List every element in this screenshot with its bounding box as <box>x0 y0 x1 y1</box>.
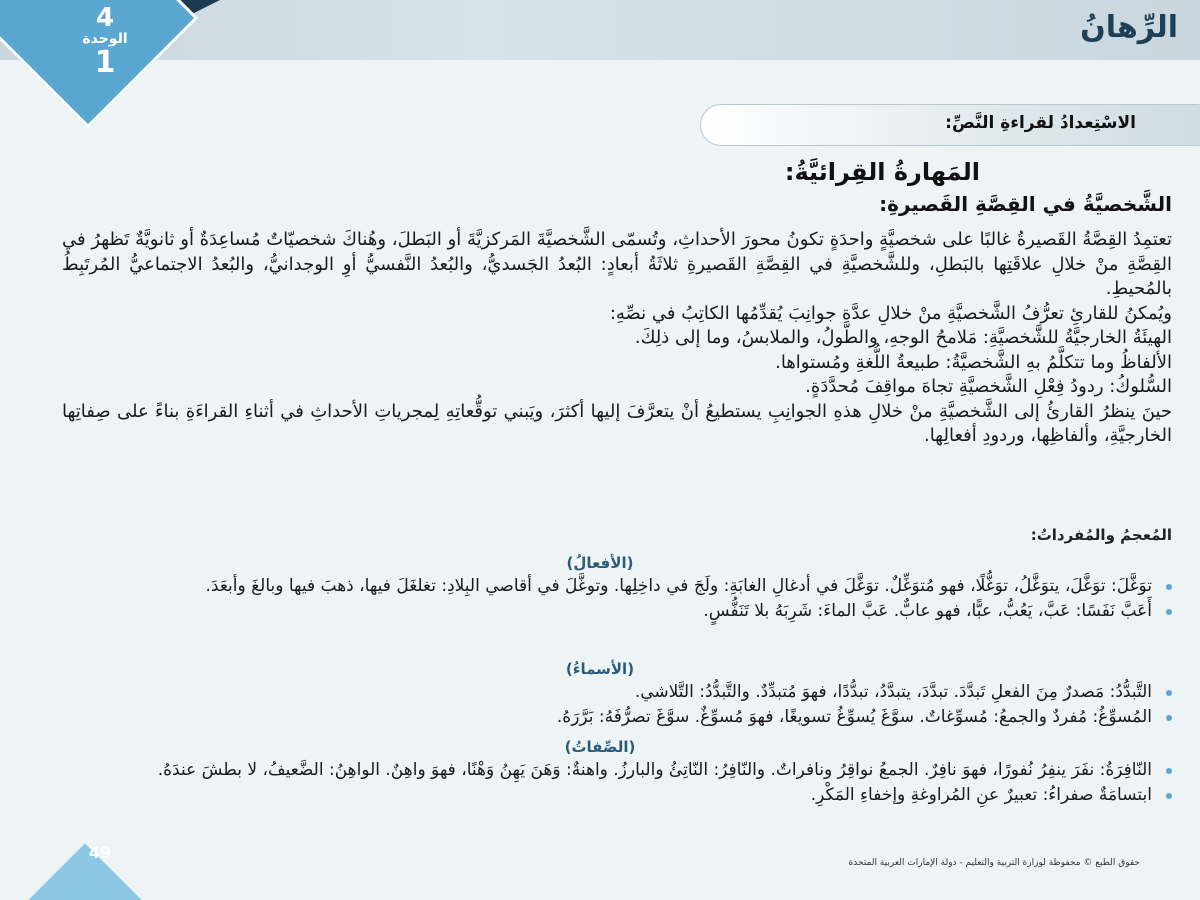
section-label: الاسْتِعدادُ لقراءةِ النَّصِّ: <box>945 113 1136 133</box>
paragraph: الألفاظُ وما تتكلَّمُ بهِ الشَّخصيَّةُ: طبيعةُ اللُّغةِ ومُستواها. <box>775 351 1172 373</box>
category-verbs: (الأفعالُ) <box>566 554 634 572</box>
skill-subheading: الشَّخصيَّةُ في القِصَّةِ القَصيرةِ: <box>879 192 1172 216</box>
entry-text: ابتسامَةٌ صفراءُ: تعبيرٌ عنِ المُراوغةِ وإخفاءِ المَكْرِ. <box>810 785 1152 805</box>
skill-body <box>62 228 1172 449</box>
list-item <box>52 576 1172 597</box>
page-title: الرِّهانُ <box>1080 10 1178 45</box>
bullet-icon <box>1166 609 1172 615</box>
entry-text: توَغَّلَ: توَغَّلَ، يتوَغَّلُ، توَغُّلًا، فهو مُتوَغِّلٌ. توَغَّلَ في أدغالِ الغابَةِ: ولَجَ في داخِلِها. وتوغَّلَ في أقاصي البِلادِ: تغلغَلَ فيها، ذهبَ فيها وبالغَ وأبعَدَ. <box>205 576 1152 596</box>
paragraph: السُّلوكُ: ردودُ فِعْلِ الشَّخصيَّةِ تجاهَ مواقِفَ مُحدَّدَةٍ. <box>805 376 1172 397</box>
unit-sub-number: 1 <box>94 45 116 80</box>
unit-badge-text <box>60 3 150 80</box>
bullet-icon <box>1166 793 1172 799</box>
list-item <box>52 707 1172 728</box>
bullet-icon <box>1166 690 1172 696</box>
bullet-icon <box>1166 768 1172 774</box>
paragraph: الهيئَةُ الخارجيَّةُ للشَّخصيَّةِ: مَلامحُ الوجهِ، والطّولُ، والملابسُ، وما إلى ذلِكَ. <box>634 327 1172 348</box>
paragraph: ويُمكنُ للقارئِ تعرُّفُ الشَّخصيَّةِ منْ خلالِ عدَّةِ جوانِبَ يُقدِّمُها الكاتِبُ في نصِّهِ: <box>609 302 1172 324</box>
entry-text: أَعَبَّ نَفَسًا: عَبَّ، يَعُبُّ، عبًّا، فهو عابٌّ. عَبَّ الماءَ: شَرِبَهُ بلا تَنَفُّسٍ. <box>703 601 1152 621</box>
paragraph: تعتمِدُ القِصَّةُ القَصيرةُ غالبًا على شخصيَّةٍ واحدَةٍ تكونُ محورَ الأحداثِ، وتُسمّى الشَّخصيَّةَ المَركزيَّةَ أو البَطلَ، وهُناكَ شخصيّاتٌ مُساعِدَةٌ أو ثانويَّةٌ تَظهرُ في القِصَّةِ منْ خلالِ علاقَتِها بالبَطلِ، وللشَّخصيَّةِ في القِصَّةِ القَصيرةِ ثلاثَةُ أبعادٍ: البُعدُ الجَسديُّ، والبُعدُ النَّفسيُّ أوِ الوجدانيُّ، والبُعدُ الاجتماعيُّ المُرتَبِطُ بالمُحيطِ. <box>62 229 1172 299</box>
verbs-list <box>52 576 1172 626</box>
page-number: 49 <box>88 843 112 862</box>
vocab-title: المُعجمُ والمُفرداتُ: <box>1030 526 1172 544</box>
category-adjectives: (الصِّفاتُ) <box>564 738 636 756</box>
entry-text: التَّبدُّدُ: مَصدرٌ مِنَ الفعلِ تَبدَّدَ. تبدَّدَ، يتبدَّدُ، تبدُّدًا، فهوَ مُتبدِّدٌ. والتَّبدُّدُ: التَّلاشي. <box>634 682 1152 702</box>
list-item <box>52 601 1172 622</box>
copyright-footer: حقوق الطبع © محفوظة لوزارة التربية والتعليم - دولة الإمارات العربية المتحدة <box>848 858 1140 868</box>
paragraph: حينَ ينظرُ القارئُ إلى الشَّخصيَّةِ منْ خلالِ هذهِ الجوانِبِ يستطيعُ أنْ يتعرَّفَ إليها أكثرَ، ويَبني توقُّعاتِهِ لِمجرياتِ الأحداثِ في أثناءِ القراءَةِ بناءً على صِفاتِها الخارجيَّةِ، وألفاظِها، وردودِ أفعالِها. <box>62 400 1172 446</box>
bullet-icon <box>1166 715 1172 721</box>
section-banner <box>700 104 1200 146</box>
bullet-icon <box>1166 584 1172 590</box>
list-item <box>52 785 1172 806</box>
entry-text: المُسوِّغُ: مُفردٌ والجمعُ: مُسوِّغاتٌ. سوَّغَ يُسوِّغُ تسويغًا، فهوَ مُسوِّغٌ. سوَّغَ تصرُّفَهُ: بَرَّرَهُ. <box>556 707 1152 727</box>
list-item <box>52 682 1172 703</box>
list-item <box>52 760 1172 781</box>
nouns-list <box>52 682 1172 732</box>
skill-heading: المَهارةُ القِرائيَّةُ: <box>784 158 980 186</box>
adjectives-list <box>52 760 1172 810</box>
unit-number: 4 <box>95 3 115 33</box>
entry-text: النّافِرَةُ: نفَرَ ينفِرُ نُفورًا، فهوَ نافِرٌ. الجمعُ نواقِرُ ونافراتٌ. والنّافِرُ: النّاتِئُ والبارزُ. واهنةٌ: وَهَنَ يَهِنُ وَهْنًا، فهوَ واهِنٌ. الواهِنُ: الضَّعيفُ، لا بطشَ عندَهُ. <box>157 760 1152 780</box>
category-nouns: (الأسماءُ) <box>565 660 635 678</box>
unit-label: الوحدة <box>82 31 128 47</box>
